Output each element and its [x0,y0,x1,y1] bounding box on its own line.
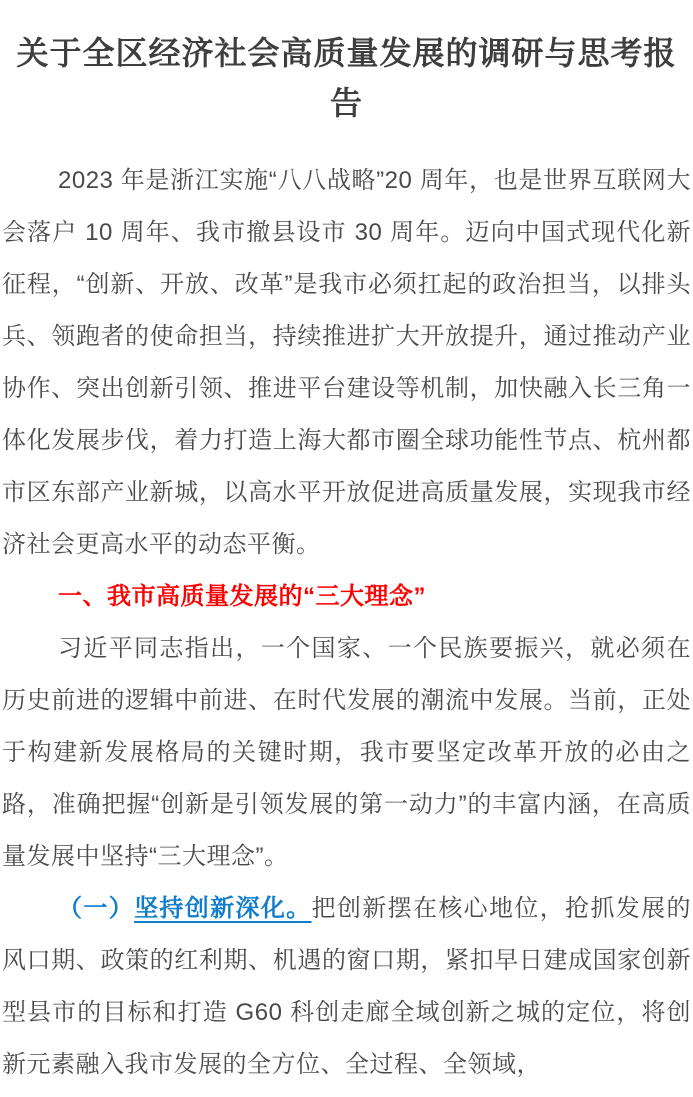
section-heading-1: 一、我市高质量发展的“三大理念” [58,583,426,610]
intro-paragraph: 2023 年是浙江实施“八八战略”20 周年，也是世界互联网大会落户 10 周年、我市撤县设市 30 周年。迈向中国式现代化新征程，“创新、开放、改革”是我市必须扛起的政治担当，以排头兵、领跑者的使命担当，持续推进扩大开放提升，通过推动产业协作、突出创新引领、推进平台建设等机制，加快融入长三角一体化发展步伐，着力打造上海大都市圈全球功能性节点、杭州都市区东部产业新城，以高水平开放促进高质量发展，实现我市经济社会更高水平的动态平衡。 [2,167,691,558]
section1-paragraph: 习近平同志指出，一个国家、一个民族要振兴，就必须在历史前进的逻辑中前进、在时代发展的潮流中发展。当前，正处于构建新发展格局的关键时期，我市要坚定改革开放的必由之路，准确把握“创新是引领发展的第一动力”的丰富内涵，在高质量发展中坚持“三大理念”。 [2,635,691,870]
subsection1-body: 把创新摆在核心地位，抢抓发展的风口期、政策的红利期、机遇的窗口期，紧扣早日建成国家创新型县市的目标和打造 G60 科创走廊全域创新之城的定位，将创新元素融入我市发展的全方位、全过程、全领域， [2,895,692,1078]
subsection1-number-label: （一） [58,895,135,922]
document-title: 关于全区经济社会高质量发展的调研与思考报告 [16,35,677,121]
subsection1-lead: 坚持创新深化。 [134,895,312,922]
subsection1-paragraph [2,883,691,1091]
